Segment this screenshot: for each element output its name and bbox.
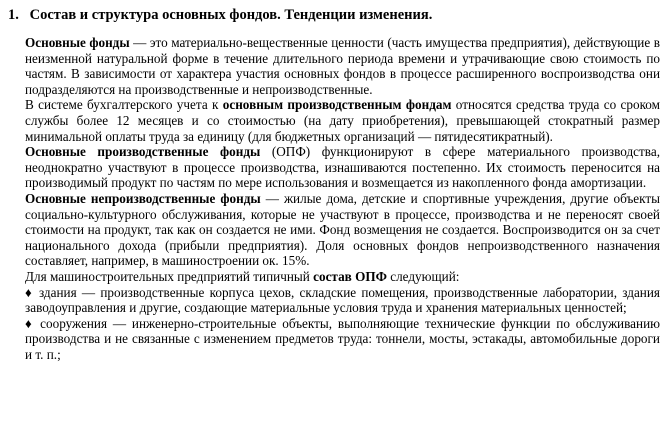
term-opf-composition: состав ОПФ <box>313 268 387 284</box>
paragraph-text: — это материально-вещественные ценности (часть имущества предприятия), действующие в неизменной натуральной форме в течение длительного периода времени и утрачивающие свою стоимость по частям. В зависимости от характера участия основных фондов в процессе расширенного воспроизводства они подразделяются на производственные и непроизводственные. <box>25 35 660 97</box>
paragraph-text: следующий: <box>386 268 460 284</box>
bullet-item-structures: ♦ сооружения — инженерно-строительные объекты, выполняющие технические функции по обслуживанию производства и не связанные с изменением предметов труда: тоннели, мосты, эстакады, автомобильные дороги и т. п.; <box>25 315 660 362</box>
paragraph-composition <box>25 269 660 285</box>
term-main-production-funds: Основные производственные фонды <box>25 144 261 160</box>
paragraph-text: Для машиностроительных предприятий типичный <box>25 268 314 284</box>
paragraph-production-funds <box>25 144 660 191</box>
term-main-funds: Основные фонды <box>25 35 130 50</box>
paragraph-text: В системе бухгалтерского учета к <box>25 97 223 113</box>
paragraph-main-funds-definition <box>25 35 660 97</box>
paragraph-text: (ОПФ) функционируют в сфере материального производства, неоднократно участвуют в процессе производства, изнашиваются постепенно. Их стоимость переносится на производимый продукт по частям по мере использования и возмещается из накопленного фонда амортизации. <box>25 144 661 191</box>
term-production-funds: основным производственным фондам <box>222 97 452 113</box>
paragraph-text: — жилые дома, детские и спортивные учреждения, другие объекты социально-культурного обслуживания, которые не участвуют в процессе, производства и не переносят своей стоимости на продукт, так как он создается не ими. Фонд возмещения не создается. Воспроизводится он за счет национального дохода (прибыли предприятия). Доля основных фондов непроизводственного назначения составляет, например, в машиностроении ок. 15%. <box>25 190 661 269</box>
term-non-production-funds: Основные непроизводственные фонды <box>25 190 261 206</box>
paragraph-text: относятся средства труда со сроком службы более 12 месяцев и со стоимостью (на дату приобретения), превышающей стократный размер минимальной оплаты труда за единицу (для бюджетных организаций — пятидесятикратный). <box>25 97 660 144</box>
section-title: Состав и структура основных фондов. Тенденции изменения. <box>29 7 433 23</box>
section-heading <box>8 6 660 24</box>
document-body <box>8 35 660 362</box>
paragraph-accounting <box>25 97 660 144</box>
section-number: 1. <box>8 7 19 23</box>
paragraph-non-production-funds <box>25 191 660 269</box>
bullet-item-buildings: ♦ здания — производственные корпуса цехов, складские помещения, производственные лаборатории, здания заводоуправления и другие, создающие материальные условия труда и хранения материальных ценностей; <box>25 284 660 316</box>
